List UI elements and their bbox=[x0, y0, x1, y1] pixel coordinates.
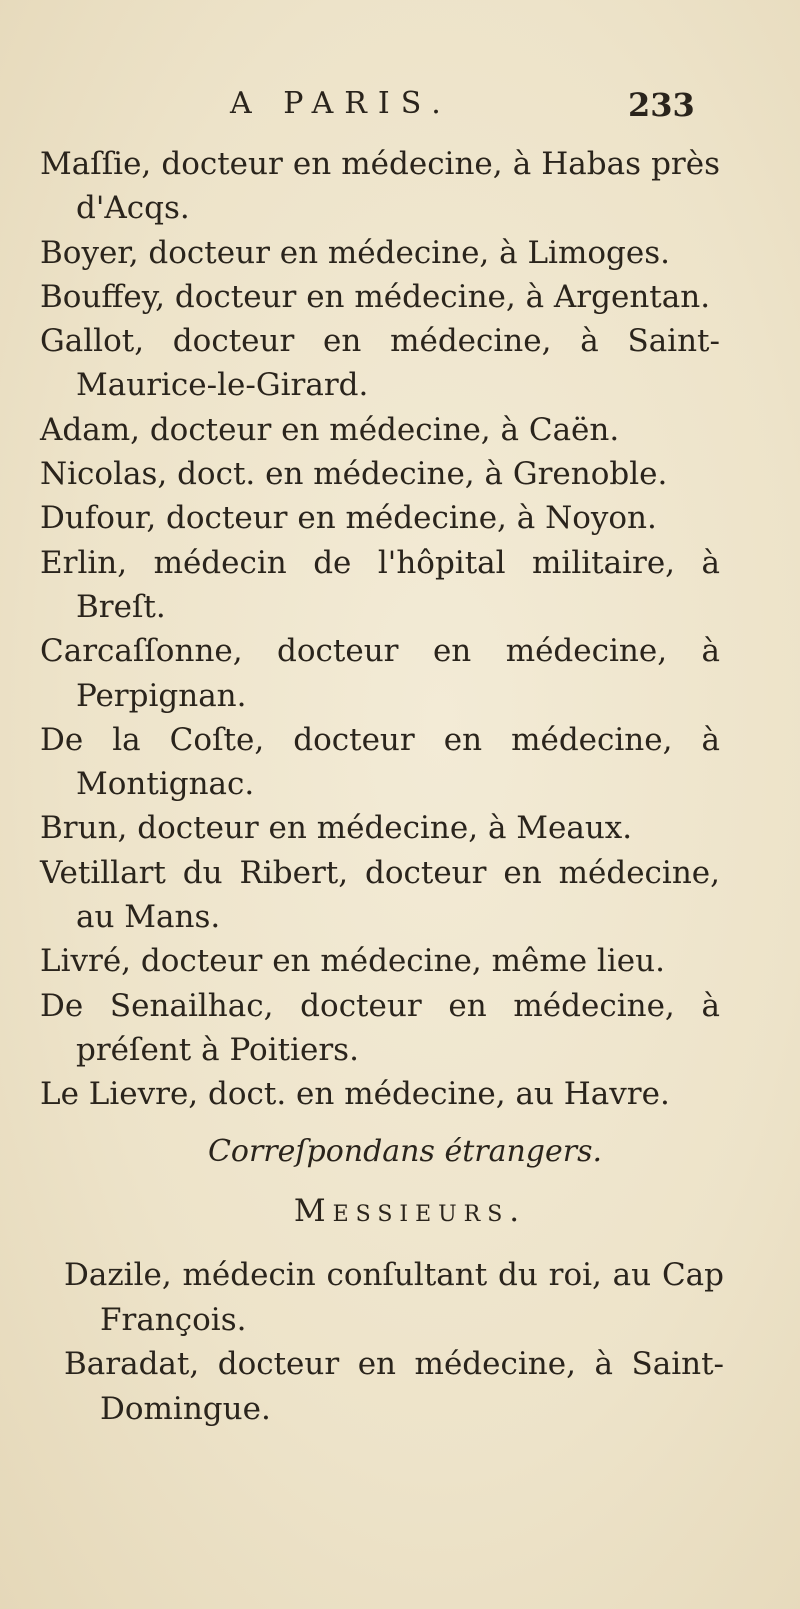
list-item: Nicolas, doct. en médecine, à Grenoble. bbox=[40, 456, 668, 493]
correspondent-list bbox=[40, 142, 720, 1117]
running-head: A PARIS. bbox=[230, 86, 452, 121]
list-item: De la Coſte, docteur en médecine, à Montignac. bbox=[40, 721, 720, 803]
page-number: 233 bbox=[628, 86, 695, 124]
list-item: Maſſie, docteur en médecine, à Habas près d'Acqs. bbox=[40, 146, 720, 227]
page-header bbox=[0, 86, 800, 136]
list-item: De Senailhac, docteur en médecine, à préſent à Poitiers. bbox=[40, 987, 720, 1068]
list-item: Dufour, docteur en médecine, à Noyon. bbox=[40, 500, 657, 537]
section-title: Correſpondans étrangers. bbox=[207, 1134, 603, 1169]
list-item: Dazile, médecin conſultant du roi, au Cap François. bbox=[64, 1257, 724, 1338]
list-item: Baradat, docteur en médecine, à Saint-Domingue. bbox=[64, 1346, 724, 1427]
list-item: Le Lievre, doct. en médecine, au Havre. bbox=[40, 1076, 670, 1113]
list-item: Brun, docteur en médecine, à Meaux. bbox=[40, 810, 633, 847]
list-item: Adam, docteur en médecine, à Caën. bbox=[40, 411, 620, 448]
list-item: Boyer, docteur en médecine, à Limoges. bbox=[40, 234, 670, 271]
foreign-correspondent-list bbox=[64, 1253, 724, 1431]
list-item: Erlin, médecin de l'hôpital militaire, à Breſt. bbox=[40, 544, 720, 625]
list-item: Vetillart du Ribert, docteur en médecine, au Mans. bbox=[40, 854, 720, 936]
section-subheading: Messieurs. bbox=[293, 1193, 527, 1229]
list-item: Gallot, docteur en médecine, à Saint-Maurice-le-Girard. bbox=[40, 323, 720, 404]
list-item: Bouffey, docteur en médecine, à Argentan. bbox=[40, 278, 711, 315]
list-item: Carcaſſonne, docteur en médecine, à Perpignan. bbox=[40, 633, 720, 714]
list-item: Livré, docteur en médecine, même lieu. bbox=[40, 943, 665, 980]
